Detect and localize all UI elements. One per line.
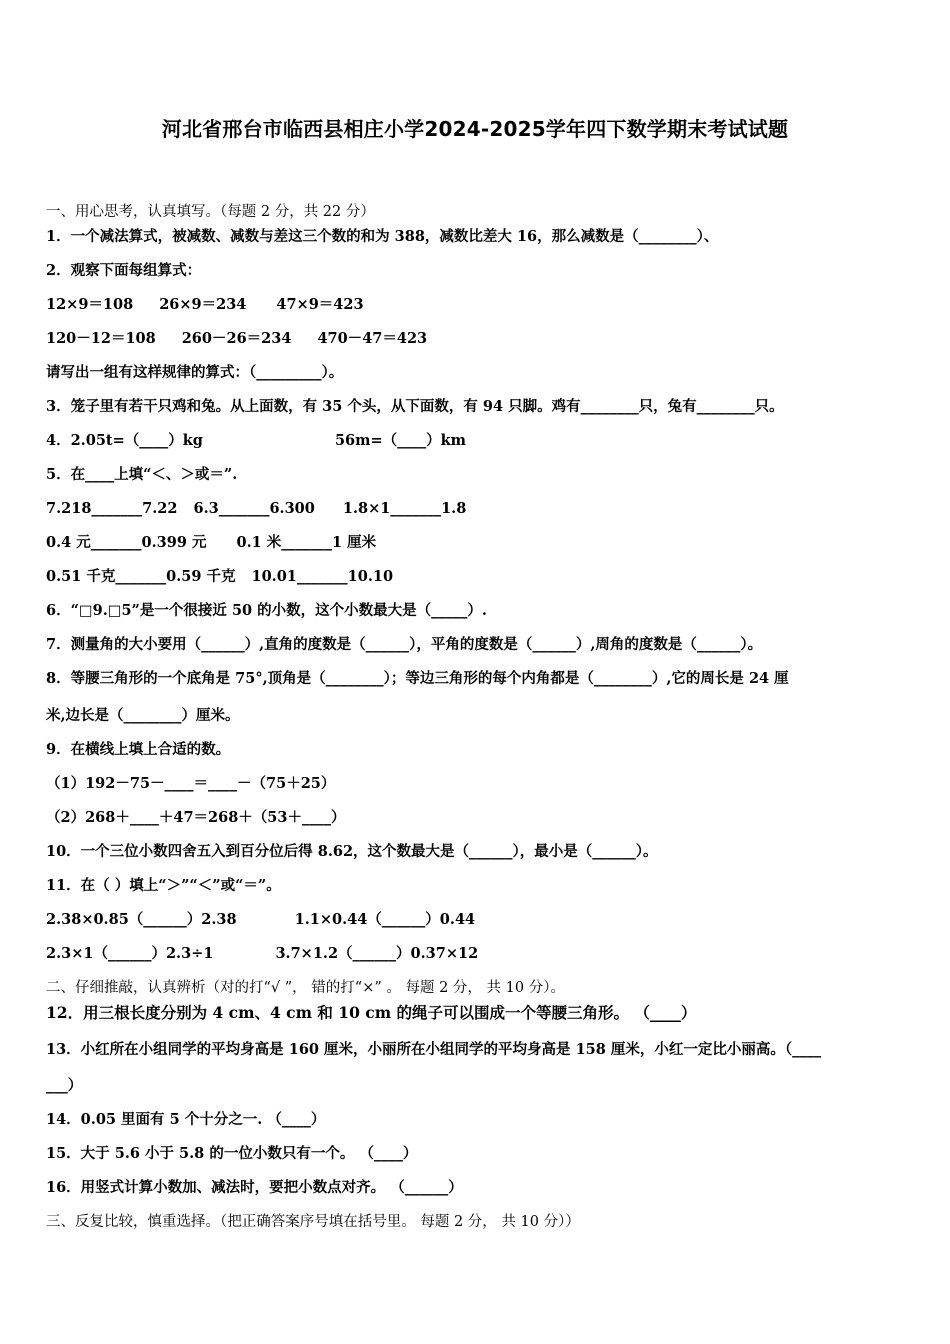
question-12: 12．用三根长度分别为 4 cm、4 cm 和 10 cm 的绳子可以围成一个等腰三角形。 （____） (46, 1003, 697, 1022)
question-8-line-1: 8．等腰三角形的一个底角是 75°,顶角是（________）；等边三角形的每个内角都是（________）,它的周长是 24 厘 (46, 670, 789, 687)
question-2-ask: 请写出一组有这样规律的算式：（_________）。 (46, 364, 344, 381)
question-11-prompt: 11．在（ ）填上“＞”“＜”或“＝”。 (46, 877, 281, 894)
question-10: 10．一个三位小数四舍五入到百分位后得 8.62，这个数最大是（______），最小是（______）。 (46, 843, 658, 860)
question-5-row-2 (46, 533, 376, 553)
question-6: 6．“□9.□5”是一个很接近 50 的小数，这个小数最大是（_____）. (46, 602, 487, 619)
section-3-heading: 三、反复比较，慎重选择。（把正确答案序号填在括号里。 每题 2 分， 共 10 分）） (46, 1214, 580, 1230)
comparison: 2.38×0.85（______）2.38 (46, 911, 237, 928)
question-2-row-2 (46, 329, 427, 349)
question-3: 3．笼子里有若干只鸡和兔。从上面数，有 35 个头，从下面数，有 94 只脚。鸡有________只，兔有________只。 (46, 398, 784, 415)
comparison: 6.3_______6.300 (193, 500, 315, 517)
question-5-prompt: 5．在____上填“＜、＞或＝”. (46, 466, 238, 483)
comparison: 0.1 米_______1 厘米 (236, 534, 377, 551)
question-9-part-1: （1）192－75－____＝____－（75＋25） (46, 775, 336, 792)
comparison: 10.01_______10.10 (251, 568, 394, 585)
question-11-row-2 (46, 944, 478, 964)
question-13-line-2: ___） (46, 1077, 83, 1094)
equation: 26×9＝234 (159, 296, 247, 313)
comparison: 0.51 千克_______0.59 千克 (46, 568, 236, 585)
equation: 47×9＝423 (276, 296, 364, 313)
comparison: 1.1×0.44（______）0.44 (294, 911, 476, 928)
comparison: 3.7×1.2（______）0.37×12 (275, 945, 479, 962)
question-5-row-1 (46, 499, 466, 519)
section-2-heading: 二、仔细推敲，认真辨析（对的打“√ ”， 错的打“×” 。 每题 2 分， 共 10 分）。 (46, 980, 565, 996)
question-8-line-2: 米,边长是（________）厘米。 (46, 707, 240, 724)
section-1-heading: 一、用心思考，认真填写。（每题 2 分，共 22 分） (46, 204, 375, 220)
question-7: 7．测量角的大小要用（______）,直角的度数是（______），平角的度数是（______）,周角的度数是（______）。 (46, 636, 763, 653)
question-9-part-2: （2）268＋____＋47＝268＋（53＋____） (46, 809, 346, 826)
equation: 260－26＝234 (181, 330, 292, 347)
question-13-line-1: 13．小红所在小组同学的平均身高是 160 厘米，小丽所在小组同学的平均身高是 158 厘米，小红一定比小丽高。（____ (46, 1041, 822, 1058)
question-1: 1．一个减法算式，被减数、减数与差这三个数的和为 388，减数比差大 16，那么减数是（________）、 (46, 228, 719, 245)
equation: 470－47＝423 (317, 330, 428, 347)
equation: 120－12＝108 (46, 330, 156, 347)
question-4-part-2: 56m=（____）km (334, 432, 466, 449)
question-14: 14．0.05 里面有 5 个十分之一. （____） (46, 1111, 326, 1128)
question-15: 15．大于 5.6 小于 5.8 的一位小数只有一个。 （____） (46, 1145, 418, 1162)
question-4 (46, 431, 466, 451)
question-2-row-1 (46, 295, 364, 315)
question-11-row-1 (46, 910, 475, 930)
equation: 12×9＝108 (46, 296, 134, 313)
question-4-part-1: 4．2.05t=（____）kg (46, 432, 203, 449)
question-2-prompt: 2．观察下面每组算式： (46, 262, 202, 279)
question-9-prompt: 9．在横线上填上合适的数。 (46, 741, 231, 758)
comparison: 0.4 元_______0.399 元 (46, 534, 207, 551)
question-5-row-3 (46, 567, 393, 587)
comparison: 2.3×1（______）2.3÷1 (46, 945, 214, 962)
question-16: 16．用竖式计算小数加、减法时，要把小数点对齐。 （______） (46, 1179, 463, 1196)
comparison: 7.218_______7.22 (46, 500, 178, 517)
comparison: 1.8×1_______1.8 (342, 500, 467, 517)
page-title: 河北省邢台市临西县相庄小学2024-2025学年四下数学期末考试试题 (161, 117, 789, 141)
